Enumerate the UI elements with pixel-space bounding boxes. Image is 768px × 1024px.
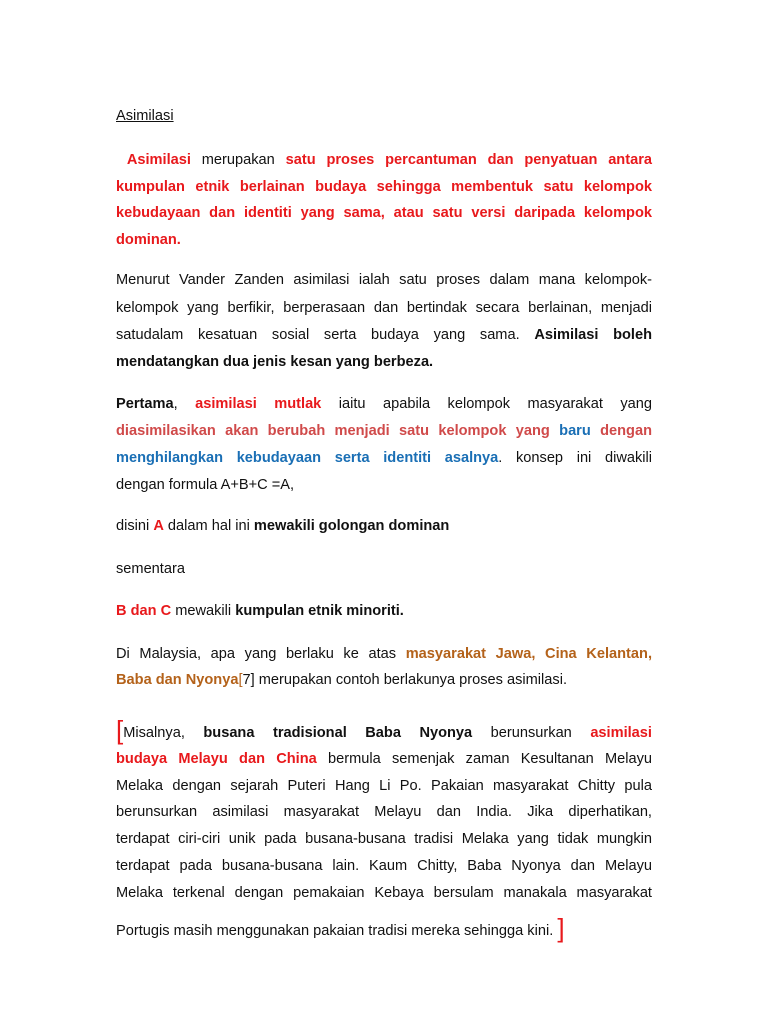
busana-line-1: [Misalnya, busana tradisional Baba Nyonya berunsurkan asimilasi xyxy=(116,715,652,745)
zanden-line-3: satudalam kesatuan sosial serta budaya yang sama. Asimilasi boleh xyxy=(116,327,653,343)
page-title: Asimilasi xyxy=(116,108,174,124)
definition-line-3: kebudayaan dan identiti yang sama, atau satu versi daripada kelompok xyxy=(116,205,652,221)
busana-line-4: berunsurkan asimilasi masyarakat Melayu dan India. Jika diperhatikan, xyxy=(116,804,652,820)
close-bracket: ] xyxy=(557,913,565,943)
malaysia-line-1: Di Malaysia, apa yang berlaku ke atas masyarakat Jawa, Cina Kelantan, xyxy=(116,646,652,662)
definition-line-2: kumpulan etnik berlainan budaya sehingga membentuk satu kelompok xyxy=(116,179,652,195)
zanden-line-4: mendatangkan dua jenis kesan yang berbeza. xyxy=(116,354,434,370)
pertama-line-2: diasimilasikan akan berubah menjadi satu kelompok yang baru dengan xyxy=(116,423,652,439)
busana-line-8: Portugis masih menggunakan pakaian tradisi mereka sehingga kini. ] xyxy=(116,913,565,943)
minoriti-line: B dan C mewakili kumpulan etnik minoriti. xyxy=(116,603,404,619)
busana-line-5: terdapat ciri-ciri unik pada busana-busana tradisi Melaka yang tidak mungkin xyxy=(116,831,652,847)
open-bracket: [ xyxy=(116,715,124,745)
busana-line-7: Melaka terkenal dengan pemakaian Kebaya bersulam manakala masyarakat xyxy=(116,885,652,901)
definition-line-1: Asimilasi merupakan satu proses percantuman dan penyatuan antara xyxy=(126,152,652,168)
pertama-line-4: dengan formula A+B+C =A, xyxy=(116,477,295,493)
busana-line-2: budaya Melayu dan China bermula semenjak zaman Kesultanan Melayu xyxy=(116,751,652,767)
zanden-line-1: Menurut Vander Zanden asimilasi ialah satu proses dalam mana kelompok- xyxy=(116,272,652,288)
zanden-line-2: kelompok yang berfikir, berperasaan dan bertindak secara berlainan, menjadi xyxy=(116,300,652,316)
term-asimilasi: Asimilasi xyxy=(126,152,191,168)
pertama-line-1: Pertama, asimilasi mutlak iaitu apabila kelompok masyarakat yang xyxy=(116,396,652,412)
malaysia-line-2: Baba dan Nyonya[7] merupakan contoh berlakunya proses asimilasi. xyxy=(116,672,568,688)
busana-line-3: Melaka dengan sejarah Puteri Hang Li Po. Pakaian masyarakat Chitty pula xyxy=(116,778,652,794)
definition-line-4: dominan. xyxy=(116,232,181,248)
disini-line: disini A dalam hal ini mewakili golongan dominan xyxy=(116,518,450,534)
busana-line-6: terdapat pada busana-busana lain. Kaum Chitty, Baba Nyonya dan Melayu xyxy=(116,858,652,874)
pertama-line-3: menghilangkan kebudayaan serta identiti asalnya. konsep ini diwakili xyxy=(116,450,652,466)
sementara-line: sementara xyxy=(116,561,185,577)
